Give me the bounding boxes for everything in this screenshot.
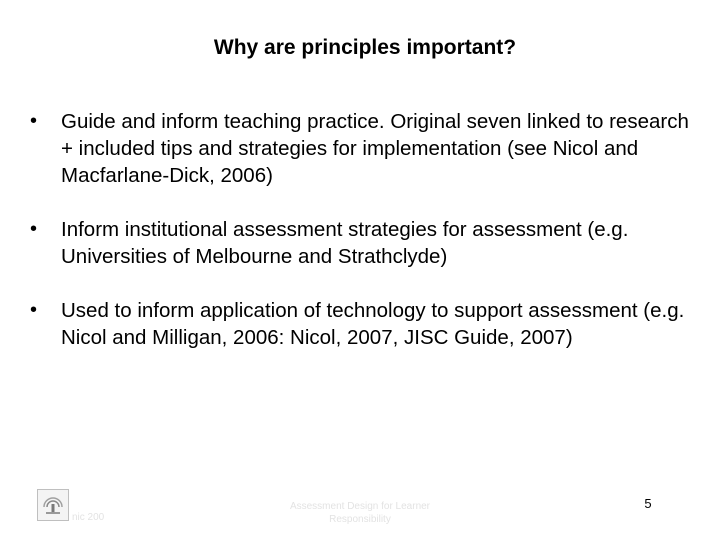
bullet-text: Guide and inform teaching practice. Original seven linked to research + included tips and strategies for implementation (see Nicol and Macfarlane-Dick, 2006): [61, 110, 689, 187]
bullet-text: Inform institutional assessment strategies for assessment (e.g. Universities of Melbourne and Strathclyde): [61, 218, 629, 268]
bullet-item: [30, 297, 690, 351]
footer-title: Assessment Design for Learner Responsibility: [289, 501, 431, 525]
footer-author: nic 200: [72, 512, 105, 523]
bullet-marker: •: [30, 110, 38, 132]
bullet-marker: •: [30, 299, 38, 321]
bullet-item: [30, 216, 690, 270]
institution-logo-icon: [37, 489, 69, 521]
bullet-text: Used to inform application of technology to support assessment (e.g. Nicol and Milligan, 2006: Nicol, 2007, JISC Guide, 2007): [61, 299, 685, 349]
bullet-marker: •: [30, 218, 38, 240]
slide-number: 5: [644, 496, 652, 511]
bullet-list: [30, 108, 690, 378]
slide-title: Why are principles important?: [213, 36, 517, 59]
bullet-item: [30, 108, 690, 189]
